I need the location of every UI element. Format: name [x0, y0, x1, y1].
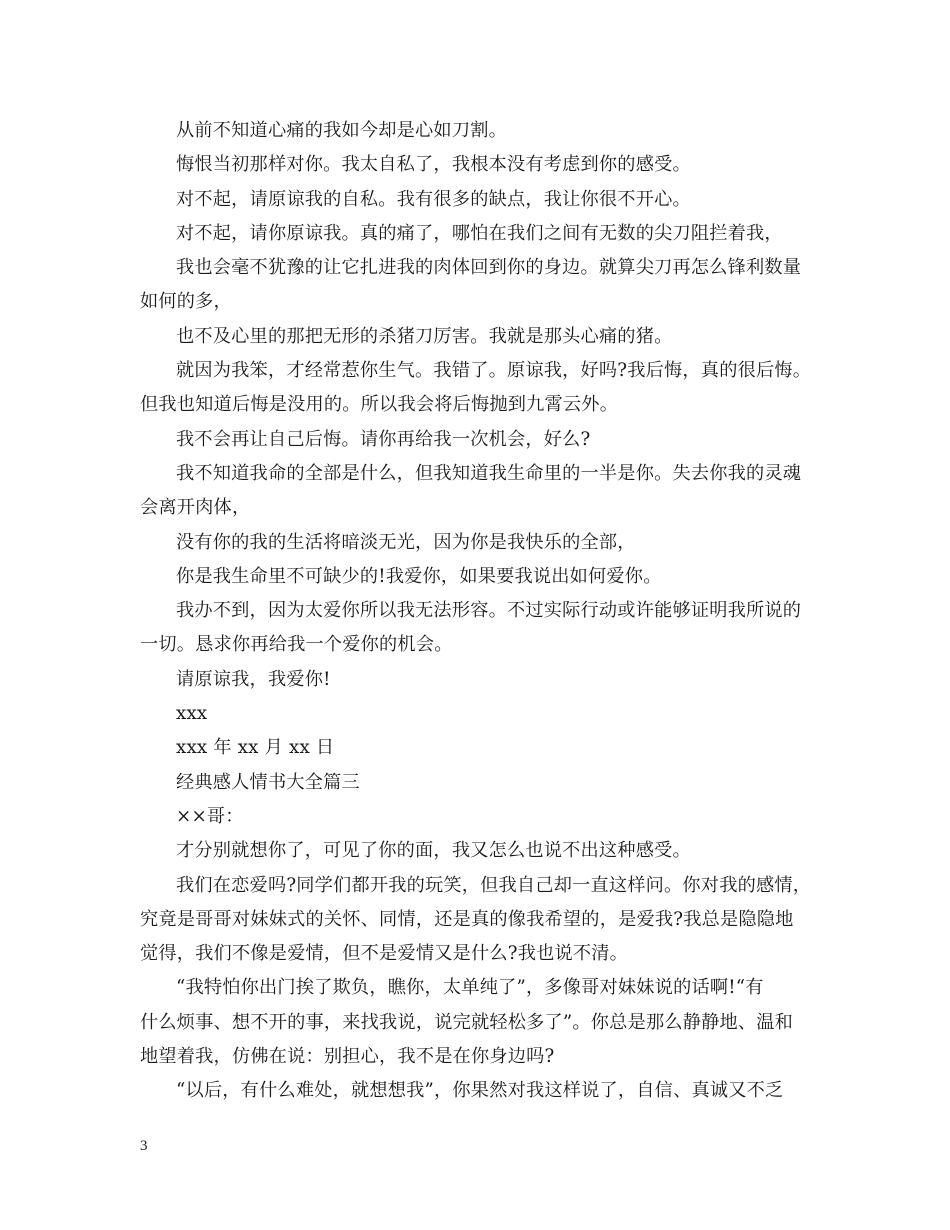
body-line: 我办不到，因为太爱你所以我无法形容。不过实际行动或许能够证明我所说的 — [176, 600, 802, 622]
body-line: 觉得，我们不像是爱情，但不是爱情又是什么?我也说不清。 — [140, 943, 629, 965]
body-line: 也不及心里的那把无形的杀猪刀厉害。我就是那头心痛的猪。 — [176, 325, 673, 347]
body-line: 地望着我，仿佛在说：别担心，我不是在你身边吗? — [140, 1046, 555, 1068]
document-body — [140, 114, 820, 1109]
body-line: 对不起，请原谅我的自私。我有很多的缺点，我让你很不开心。 — [176, 188, 691, 210]
body-line: 我不会再让自己后悔。请你再给我一次机会，好么? — [176, 428, 591, 450]
body-line: 就因为我笨，才经常惹你生气。我错了。原谅我，好吗?我后悔，真的很后悔。 — [176, 360, 812, 382]
body-line: 没有你的我的生活将暗淡无光，因为你是我快乐的全部， — [176, 531, 636, 553]
body-line: 但我也知道后悔是没用的。所以我会将后悔抛到九霄云外。 — [140, 394, 619, 416]
body-line: 我们在恋爱吗?同学们都开我的玩笑，但我自己却一直这样问。你对我的感情， — [176, 874, 812, 896]
body-line: 我也会毫不犹豫的让它扎进我的肉体回到你的身边。就算尖刀再怎么锋利数量 — [176, 257, 802, 279]
signature: xxx — [176, 703, 208, 725]
body-line: 从前不知道心痛的我如今却是心如刀割。 — [176, 120, 507, 141]
page-number: 3 — [140, 1138, 148, 1154]
body-line: 一切。恳求你再给我一个爱你的机会。 — [140, 634, 453, 656]
body-line: 才分别就想你了，可见了你的面，我又怎么也说不出这种感受。 — [176, 840, 691, 862]
body-line: 会离开肉体， — [140, 497, 251, 519]
salutation: ××哥： — [176, 805, 244, 827]
body-line: 什么烦事、想不开的事，来找我说，说完就轻松多了”。你总是那么静静地、温和 — [140, 1011, 794, 1033]
body-line: 对不起，请你原谅我。真的痛了，哪怕在我们之间有无数的尖刀阻拦着我， — [176, 222, 783, 244]
body-line: 你是我生命里不可缺少的!我爱你，如果要我说出如何爱你。 — [176, 565, 662, 587]
body-line: 我不知道我命的全部是什么，但我知道我生命里的一半是你。失去你我的灵魂 — [176, 462, 802, 484]
body-line: 究竟是哥哥对妹妹式的关怀、同情，还是真的像我希望的，是爱我?我总是隐隐地 — [140, 908, 794, 930]
section-title: 经典感人情书大全篇三 — [176, 771, 360, 793]
body-line: “我特怕你出门挨了欺负，瞧你，太单纯了”，多像哥对妹妹说的话啊!“有 — [176, 977, 764, 999]
body-line: “以后，有什么难处，就想想我”，你果然对我这样说了，自信、真诚又不乏 — [176, 1080, 784, 1102]
body-line: 悔恨当初那样对你。我太自私了，我根本没有考虑到你的感受。 — [176, 154, 691, 176]
date-line: xxx 年 xx 月 xx 日 — [176, 737, 335, 759]
body-line: 如何的多， — [140, 291, 232, 313]
closing-line: 请原谅我，我爱你! — [176, 668, 331, 690]
